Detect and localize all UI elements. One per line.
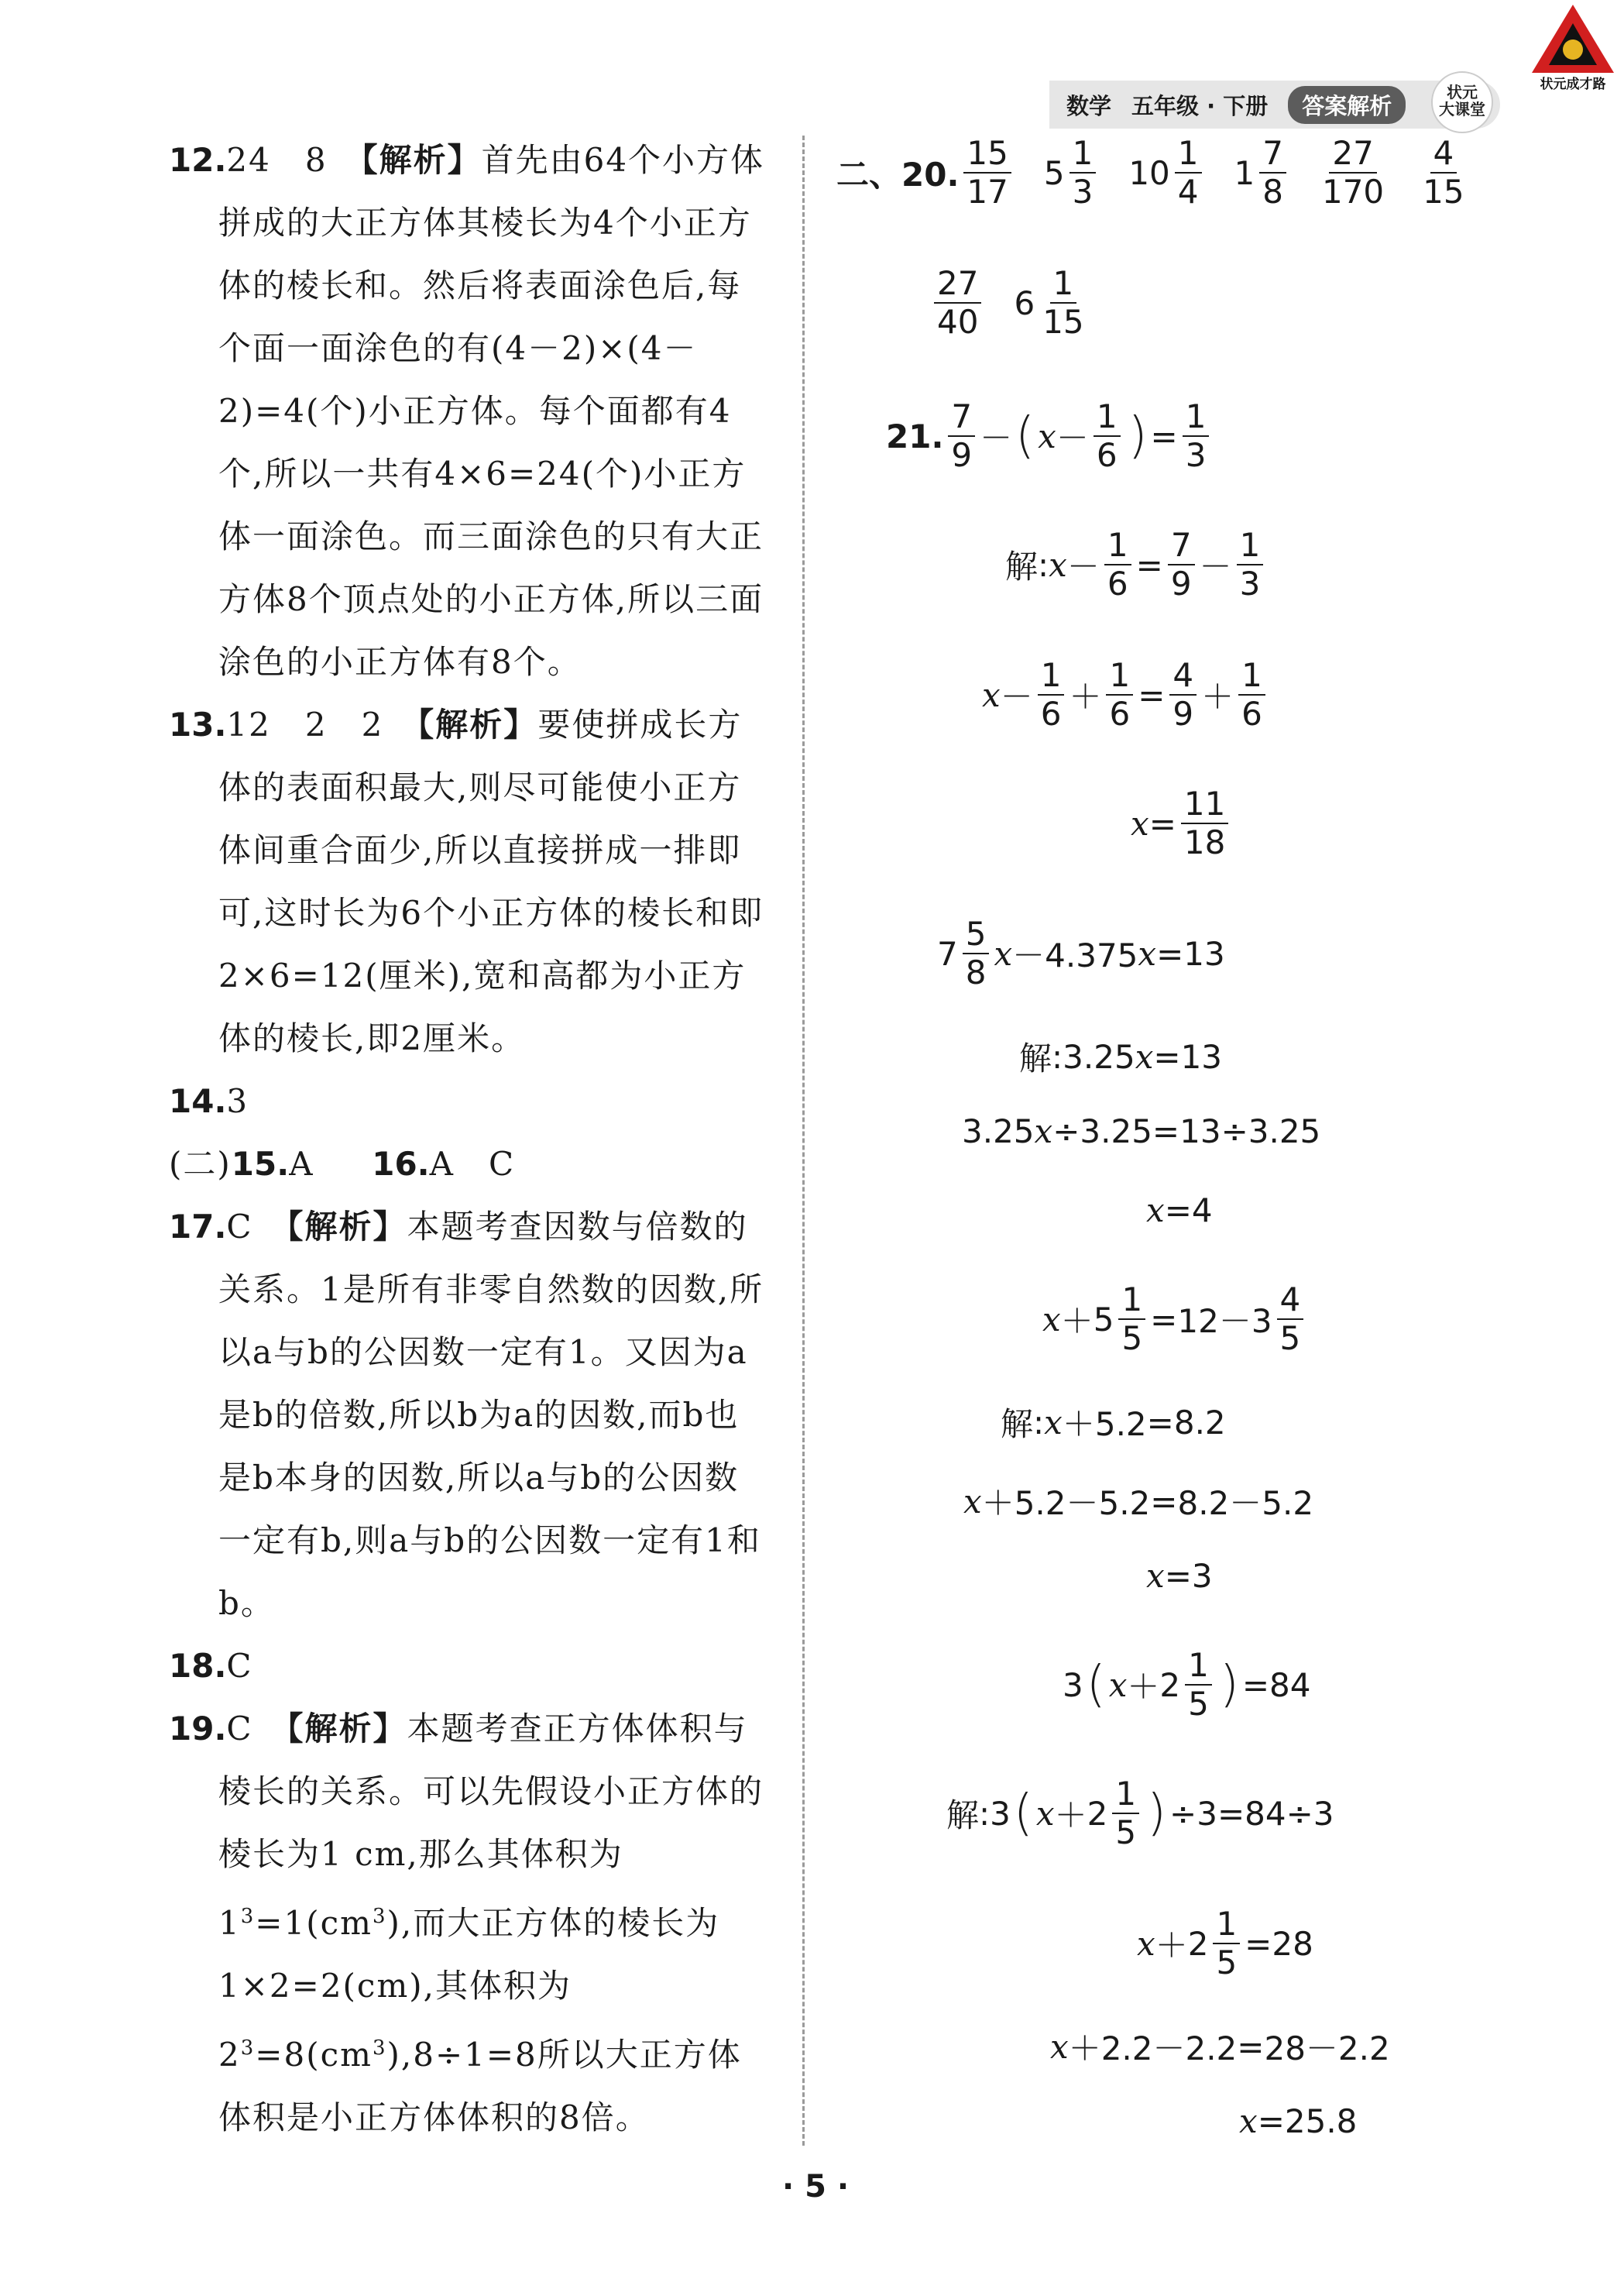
answer-value: A bbox=[289, 1145, 348, 1183]
question-number: 13. bbox=[169, 706, 227, 744]
answer-value: C bbox=[226, 1208, 287, 1246]
exponent: 3 bbox=[372, 1905, 387, 1928]
brand-bottom-text: 大课堂 bbox=[1439, 100, 1485, 119]
equation-1-step-1: 解 : x － $\frac{1}{6}$ = $\frac{7}{9}$ － $\frac{1}{3}$ bbox=[1005, 528, 1268, 601]
section-label: (二) bbox=[169, 1145, 232, 1183]
analysis-keyword: 【解析】 bbox=[361, 141, 482, 179]
question-number: 14. bbox=[169, 1082, 227, 1120]
question-number: 21. bbox=[886, 417, 944, 455]
equation-2-result: x = 4 bbox=[1146, 1191, 1213, 1229]
subject-label: 数学 bbox=[1066, 92, 1112, 119]
equation-1-step-2: x － $\frac{1}{6}$ ＋ $\frac{1}{6}$ = $\frac{4}{9}$ ＋ $\frac{1}{6}$ bbox=[982, 658, 1270, 731]
analysis-text: ),8÷1=8所以大正方体体积是小正方体体积的8倍。 bbox=[218, 2036, 742, 2136]
analysis-text: 本题考查正方体体积与棱长的关系。可以先假设小正方体的棱长为1 cm,那么其体积为1 bbox=[218, 1710, 764, 1942]
question-number: 16. bbox=[372, 1145, 430, 1183]
answer-19 bbox=[169, 1697, 773, 2149]
fraction: $\frac{15}{17}$ bbox=[963, 136, 1011, 209]
fraction: $\frac{27}{170}$ bbox=[1321, 134, 1385, 211]
answer-14 bbox=[169, 1070, 773, 1132]
analysis-keyword: 【解析】 bbox=[287, 1710, 407, 1748]
analysis-keyword: 【解析】 bbox=[417, 706, 538, 744]
question-number: 15. bbox=[231, 1145, 290, 1183]
right-column bbox=[821, 129, 1595, 2143]
mixed-number: 5 $\frac{1}{3}$ bbox=[1044, 136, 1100, 209]
answer-17 bbox=[169, 1195, 773, 1634]
page-number: · 5 · bbox=[782, 2169, 850, 2205]
equation-4: 3 ( x ＋ 2 $\frac{1}{5}$ ) = 84 bbox=[1063, 1646, 1311, 1724]
question-number: 19. bbox=[169, 1710, 227, 1748]
mixed-number: 10 $\frac{1}{4}$ bbox=[1128, 136, 1206, 209]
answer-15-16 bbox=[169, 1132, 773, 1195]
equation-4-step-3: x ＋2.2－2.2 = 28－2.2 bbox=[1050, 2027, 1390, 2067]
equation-3-step-2: x ＋5.2－5.2 = 8.2－5.2 bbox=[963, 1482, 1314, 1522]
equation-1-result: x = $\frac{11}{18}$ bbox=[1131, 787, 1233, 860]
question-number: 12. bbox=[169, 141, 227, 179]
answer-20-row2 bbox=[929, 264, 1092, 342]
question-number: 二、20. bbox=[836, 156, 960, 194]
mixed-number: 1 $\frac{7}{8}$ bbox=[1234, 136, 1291, 209]
answer-value: C bbox=[226, 1647, 253, 1685]
answer-analysis-badge: 答案解析 bbox=[1288, 86, 1406, 124]
column-divider bbox=[802, 136, 805, 2146]
exponent: 3 bbox=[240, 2036, 256, 2060]
exponent: 3 bbox=[240, 1905, 256, 1928]
answer-value: 24 8 bbox=[226, 141, 362, 179]
analysis-keyword: 【解析】 bbox=[287, 1208, 407, 1246]
left-column bbox=[169, 129, 773, 2149]
analysis-text: ),而大正方体的棱长为1×2=2(cm),其体积为2 bbox=[218, 1904, 720, 2074]
answer-20-row1 bbox=[836, 136, 1472, 209]
answer-value: A C bbox=[429, 1145, 516, 1183]
brand-mark bbox=[1431, 71, 1493, 133]
equation-2: 7 $\frac{5}{8}$ x －4.375 x = 13 bbox=[937, 915, 1225, 992]
equation-1: 21. $\frac{7}{9}$ － ( x － $\frac{1}{6}$ ) = $\frac{1}{3}$ bbox=[886, 400, 1214, 473]
answer-value: 3 bbox=[226, 1082, 249, 1120]
equation-3-result: x = 3 bbox=[1146, 1557, 1213, 1595]
analysis-text: 要使拼成长方体的表面积最大,则尽可能使小正方体间重合面少,所以直接拼成一排即可,这时长为6个小正方体的棱长和即2×6=12(厘米),宽和高都为小正方体的棱长,即2厘米。 bbox=[218, 706, 764, 1057]
answer-value: C bbox=[226, 1710, 287, 1748]
equation-3-step-1: 解 : x ＋5.2 = 8.2 bbox=[1001, 1403, 1226, 1443]
analysis-text: 首先由64个小方体拼成的大正方体其棱长为4个小正方体的棱长和。然后将表面涂色后,每个面一面涂色的有(4－2)×(4－2)=4(个)小正方体。每个面都有4个,所以一共有4×6=24(个)小正方体一面涂色。而三面涂色的只有大正方体8个顶点处的小正方体,所以三面涂色的小正方体有8个。 bbox=[218, 141, 765, 681]
fraction: $\frac{4}{15}$ bbox=[1423, 134, 1464, 211]
mixed-number: 6 $\frac{1}{15}$ bbox=[1014, 264, 1084, 342]
equation-4-step-1: 解 : 3 ( x ＋ 2 $\frac{1}{5}$ ) ÷3 = 84÷3 bbox=[946, 1775, 1334, 1852]
publisher-logo-icon bbox=[1527, 2, 1619, 93]
exponent: 3 bbox=[372, 2036, 387, 2060]
equation-2-step-2: 3.25 x ÷3.25 = 13÷3.25 bbox=[962, 1112, 1321, 1150]
equation-4-result: x = 25.8 bbox=[1239, 2102, 1358, 2140]
analysis-text: =8(cm bbox=[255, 2036, 373, 2074]
fraction: $\frac{27}{40}$ bbox=[934, 266, 981, 339]
answer-18 bbox=[169, 1634, 773, 1697]
analysis-text: =1(cm bbox=[255, 1904, 373, 1942]
answer-value: 12 2 2 bbox=[226, 706, 418, 744]
analysis-text: 本题考查因数与倍数的关系。1是所有非零自然数的因数,所以a与b的公因数一定有1。又因为a是b的倍数,所以b为a的因数,而b也是b本身的因数,所以a与b的公因数一定有b,则a与b的公因数一定有1和b。 bbox=[218, 1208, 764, 1622]
question-number: 18. bbox=[169, 1647, 227, 1685]
equation-3: x ＋ 5 $\frac{1}{5}$ = 12－3 $\frac{4}{5}$ bbox=[1042, 1283, 1308, 1356]
equation-4-step-2: x ＋ 2 $\frac{1}{5}$ = 28 bbox=[1137, 1905, 1313, 1982]
grade-label: 五年级 · 下册 bbox=[1131, 92, 1269, 119]
svg-text:状元成才路: 状元成才路 bbox=[1540, 77, 1606, 92]
equation-2-step-1: 解 : 3.25 x = 13 bbox=[1019, 1037, 1223, 1077]
question-number: 17. bbox=[169, 1208, 227, 1246]
answer-13 bbox=[169, 693, 773, 1070]
answer-12 bbox=[169, 129, 773, 693]
brand-top-text: 状元 bbox=[1447, 83, 1478, 101]
